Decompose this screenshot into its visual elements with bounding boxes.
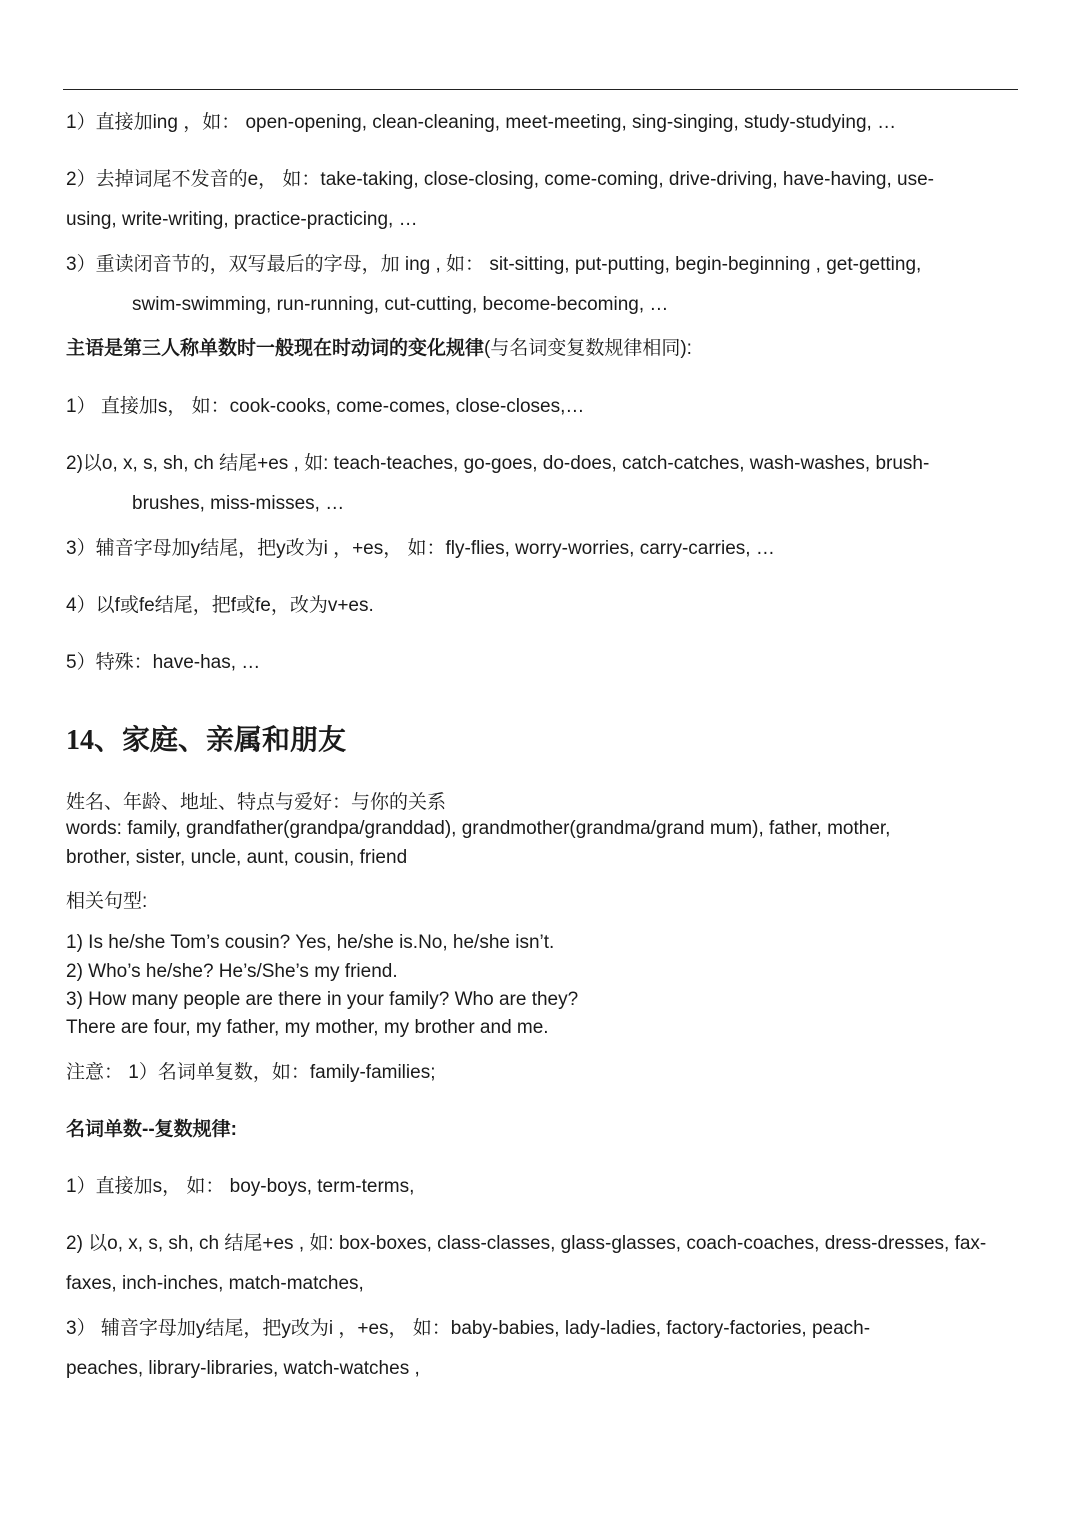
third-person-heading <box>66 338 692 361</box>
plural-rule-3-cont: peaches, library-libraries, watch-watches , <box>66 1358 420 1379</box>
third-person-heading-bold: 主语是第三人称单数时一般现在时动词的变化规律 <box>66 338 485 359</box>
third-person-rule-2-cont: brushes, miss-misses, … <box>132 493 345 514</box>
plural-heading: 名词单数--复数规律: <box>66 1119 237 1140</box>
ing-rule-3: 3）重读闭音节的，双写最后的字母，加 ing , 如： sit-sitting, put-putting, begin-beginning , get-getting, <box>66 254 922 275</box>
third-person-rule-1: 1） 直接加s， 如：cook-cooks, come-comes, close-closes,… <box>66 396 585 417</box>
header-rule <box>63 89 1018 90</box>
section-14-words-cont: brother, sister, uncle, aunt, cousin, friend <box>66 847 408 868</box>
third-person-rule-2: 2)以o, x, s, sh, ch 结尾+es , 如: teach-teaches, go-goes, do-does, catch-catches, wash-washes, brush- <box>66 453 930 474</box>
note-line: 注意： 1）名词单复数，如：family-families; <box>66 1062 436 1083</box>
ing-rule-2: 2）去掉词尾不发音的e， 如：take-taking, close-closing, come-coming, drive-driving, have-having, use- <box>66 169 934 190</box>
plural-rule-2-cont: faxes, inch-inches, match-matches, <box>66 1273 364 1294</box>
pattern-3: 3) How many people are there in your family? Who are they? <box>66 989 579 1010</box>
plural-rule-3: 3） 辅音字母加y结尾，把y改为i ，+es， 如：baby-babies, lady-ladies, factory-factories, peach- <box>66 1318 871 1339</box>
ing-rule-1: 1）直接加ing ，如： open-opening, clean-cleaning, meet-meeting, sing-singing, study-studying, … <box>66 112 897 133</box>
patterns-label: 相关句型: <box>66 891 148 912</box>
plural-rule-1: 1）直接加s， 如： boy-boys, term-terms, <box>66 1176 415 1197</box>
third-person-rule-3: 3）辅音字母加y结尾，把y改为i ，+es， 如：fly-flies, worry-worries, carry-carries, … <box>66 538 775 559</box>
ing-rule-2-cont: using, write-writing, practice-practicing, … <box>66 209 418 230</box>
section-14-title: 14、家庭、亲属和朋友 <box>66 725 347 756</box>
third-person-rule-4: 4）以f或fe结尾，把f或fe，改为v+es. <box>66 595 374 616</box>
pattern-1: 1) Is he/she Tom’s cousin? Yes, he/she is.No, he/she isn’t. <box>66 932 555 953</box>
section-14-intro: 姓名、年龄、地址、特点与爱好：与你的关系 <box>66 792 447 813</box>
plural-rule-2: 2) 以o, x, s, sh, ch 结尾+es , 如: box-boxes, class-classes, glass-glasses, coach-coaches, dress-dresses, fax- <box>66 1233 987 1254</box>
ing-rule-3-cont: swim-swimming, run-running, cut-cutting, become-becoming, … <box>132 294 669 315</box>
section-14-words: words: family, grandfather(grandpa/granddad), grandmother(grandma/grand mum), father, mother, <box>66 818 891 839</box>
pattern-3-answer: There are four, my father, my mother, my brother and me. <box>66 1017 549 1038</box>
third-person-rule-5: 5）特殊：have-has, … <box>66 652 261 673</box>
third-person-heading-note: (与名词变复数规律相同): <box>484 338 692 359</box>
pattern-2: 2) Who’s he/she? He’s/She’s my friend. <box>66 961 398 982</box>
